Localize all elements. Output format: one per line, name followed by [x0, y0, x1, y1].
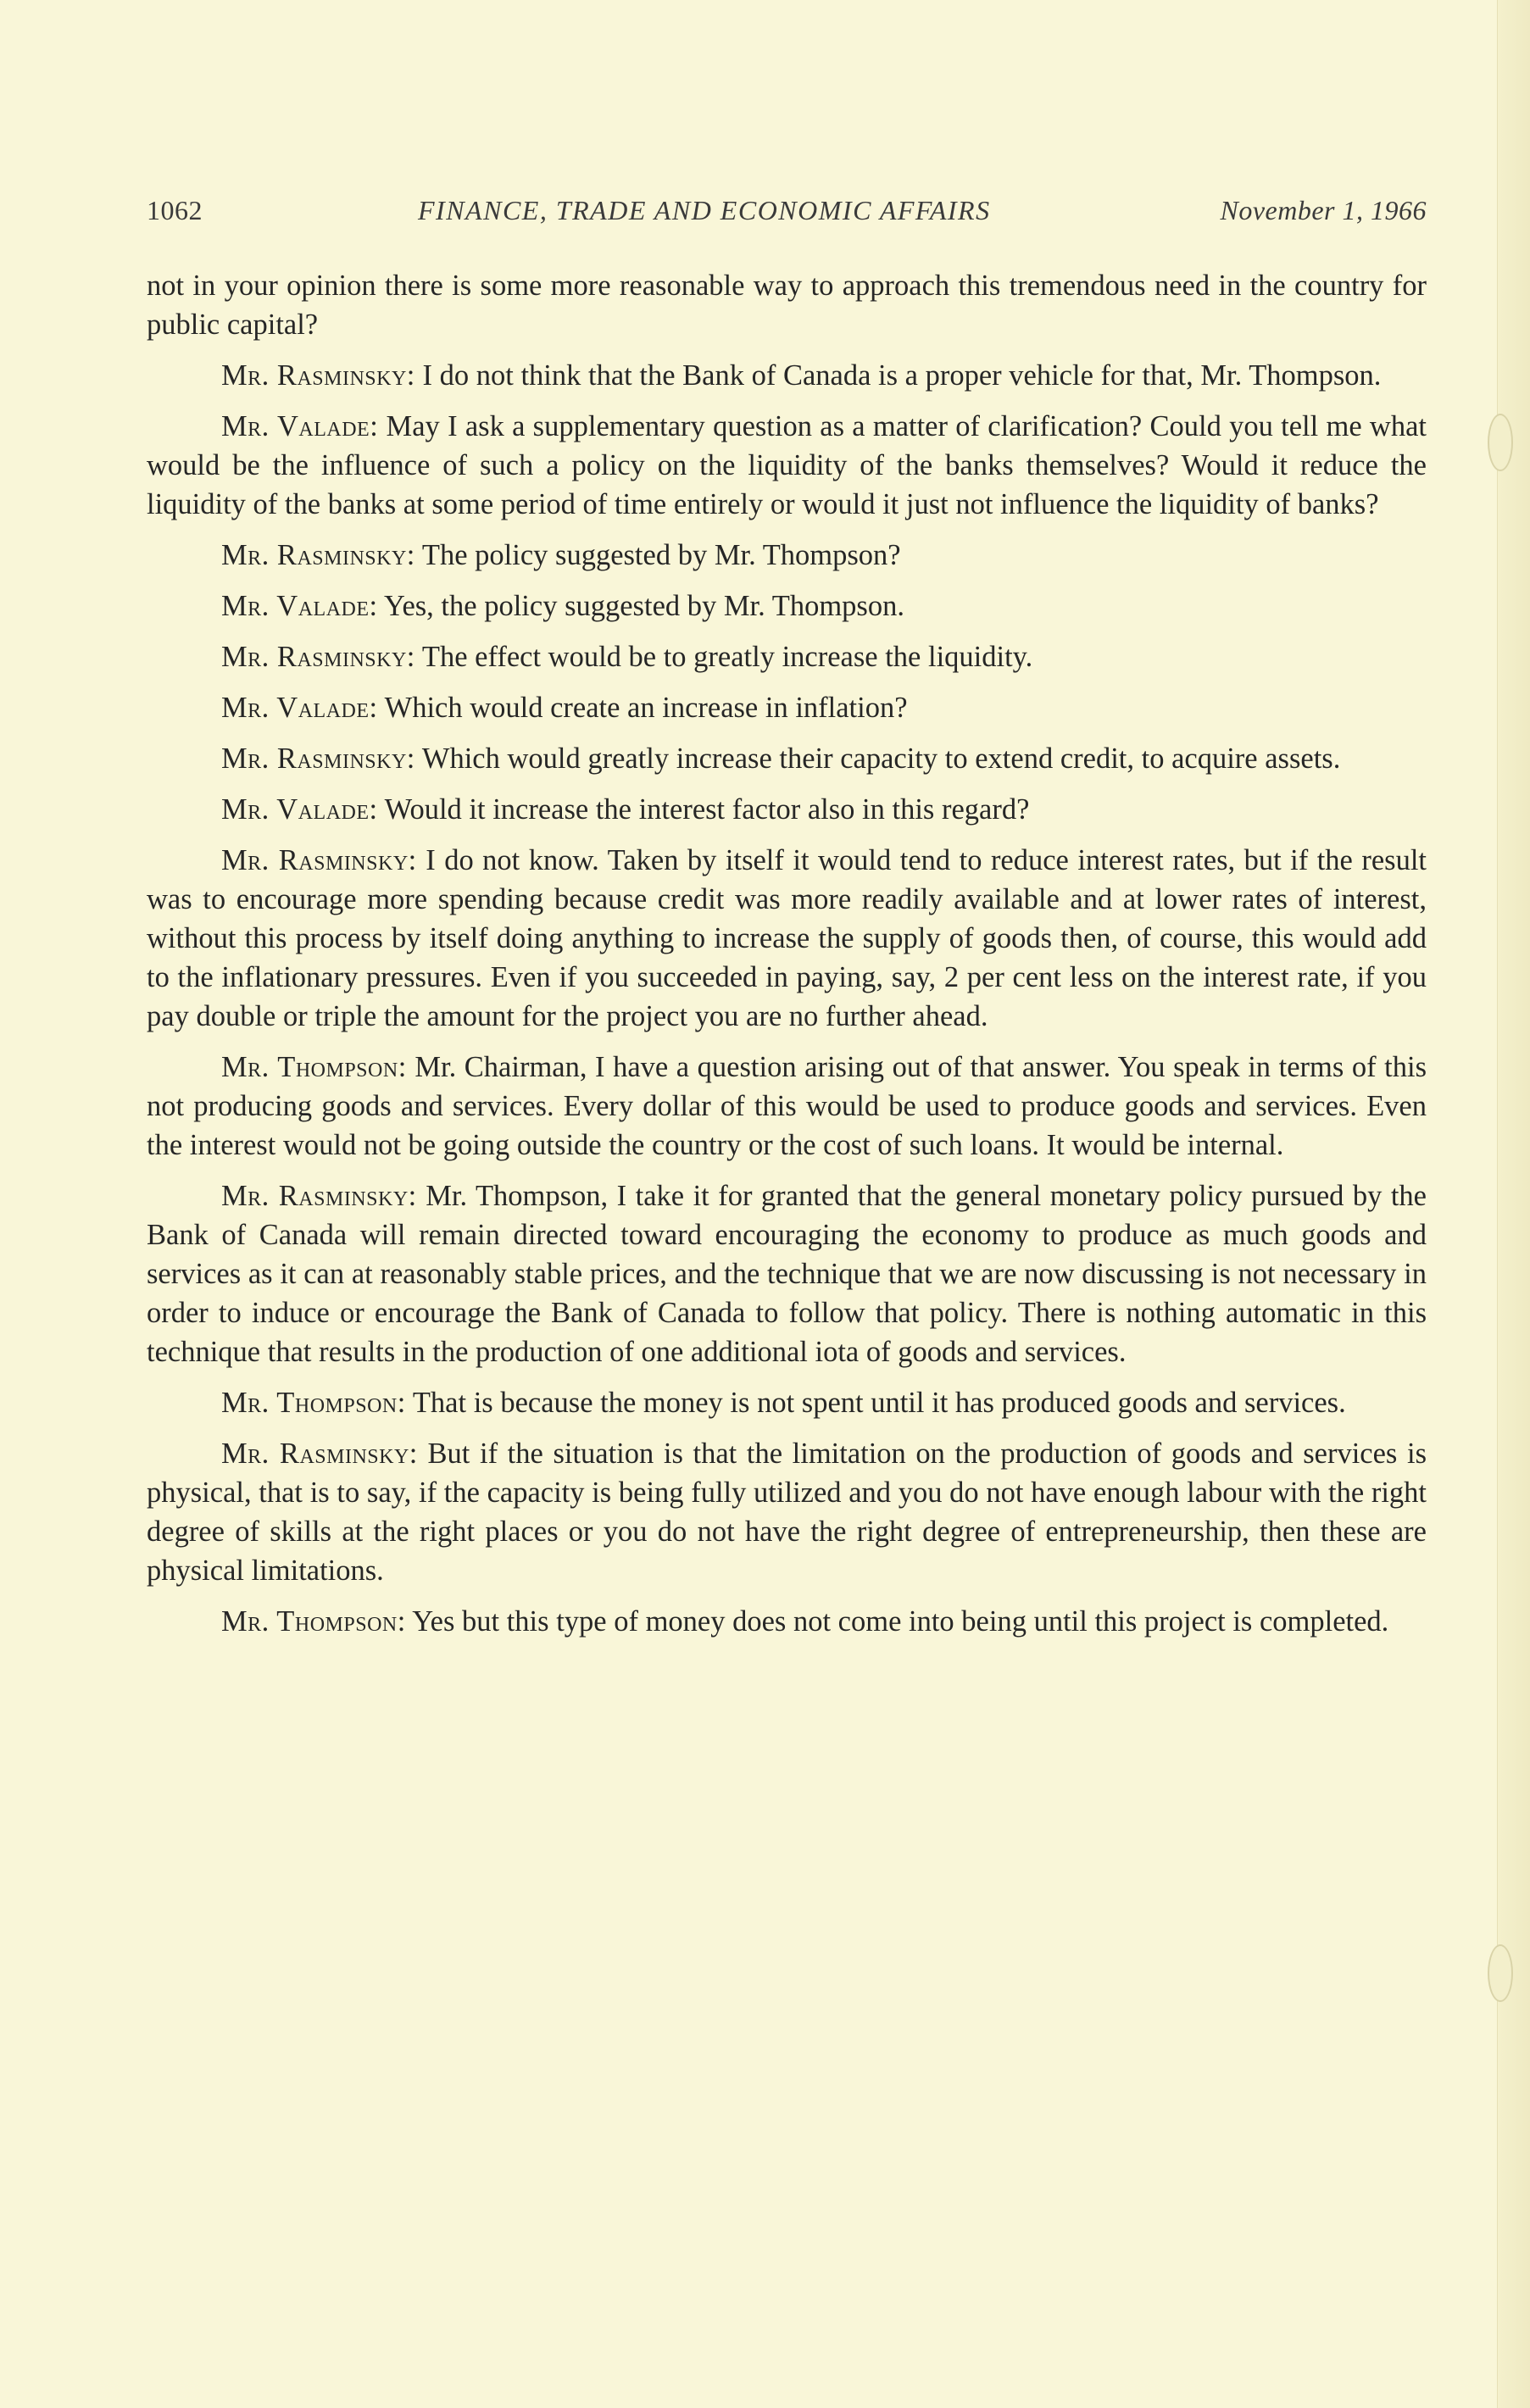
- paragraph-text: May I ask a supplementary question as a matter of clarification? Could you tell me what would be the influence of such a policy on the liquidity of the banks themselves? Would it reduce the liquidity of the banks at some period of time entirely or would it just not influence the liquidity of banks?: [147, 410, 1427, 520]
- paragraph: [147, 1434, 1427, 1590]
- speaker-name: Mr. Rasminsky:: [221, 1438, 418, 1470]
- paragraph-text: The effect would be to greatly increase the liquidity.: [414, 641, 1033, 673]
- paragraph: [147, 1048, 1427, 1165]
- paragraph: [147, 637, 1427, 676]
- speaker-name: Mr. Thompson:: [221, 1051, 407, 1083]
- paragraph-text: The policy suggested by Mr. Thompson?: [414, 539, 901, 571]
- paragraph: [147, 1383, 1427, 1422]
- running-header: [147, 195, 1427, 232]
- speaker-name: Mr. Valade:: [221, 692, 378, 724]
- speaker-name: Mr. Rasminsky:: [221, 641, 415, 673]
- speaker-name: Mr. Rasminsky:: [221, 539, 415, 571]
- speaker-name: Mr. Thompson:: [221, 1605, 406, 1638]
- paragraph: [147, 739, 1427, 778]
- running-date: November 1, 1966: [1220, 195, 1427, 225]
- paragraph-text: Yes but this type of money does not come into being until this project is completed.: [405, 1605, 1389, 1638]
- speaker-name: Mr. Thompson:: [221, 1387, 406, 1419]
- running-title: FINANCE, TRADE AND ECONOMIC AFFAIRS: [418, 195, 991, 225]
- paragraph-text: Would it increase the interest factor also in this regard?: [377, 793, 1030, 826]
- paragraph: [147, 356, 1427, 395]
- paragraph-text: I do not know. Taken by itself it would tend to reduce interest rates, but if the result was to encourage more spending because credit was more readily available and at lower rates of interest, without this process by itself doing anything to increase the supply of goods then, of course, this would add to the inflationary pressures. Even if you succeeded in paying, say, 2 per cent less on the interest rate, if you pay double or triple the amount for the project you are no further ahead.: [147, 844, 1427, 1032]
- paragraph-text: Which would greatly increase their capacity to extend credit, to acquire assets.: [414, 742, 1341, 775]
- paragraph: [147, 587, 1427, 626]
- paragraph-text: Which would create an increase in inflation?: [377, 692, 908, 724]
- paragraph: [147, 266, 1427, 344]
- paragraph: [147, 407, 1427, 524]
- speaker-name: Mr. Rasminsky:: [221, 742, 415, 775]
- paragraph-text: Yes, the policy suggested by Mr. Thompson.: [377, 590, 904, 622]
- paragraph-text: Mr. Thompson, I take it for granted that the general monetary policy pursued by the Bank of Canada will remain directed toward encouraging the economy to produce as much goods and services as it can at reasonably stable prices, and the technique that we are now discussing is not necessary in order to induce or encourage the Bank of Canada to follow that policy. There is nothing automatic in this technique that results in the production of one additional iota of goods and services.: [147, 1180, 1427, 1368]
- speaker-name: Mr. Rasminsky:: [221, 1180, 417, 1212]
- paragraph: [147, 536, 1427, 575]
- speaker-name: Mr. Valade:: [221, 410, 379, 442]
- paragraph-text: But if the situation is that the limitation on the production of goods and services is physical, that is to say, if the capacity is being fully utilized and you do not have enough labour with the right degree of skills at the right places or you do not have the right degree of entrepreneurship, then these are physical limitations.: [147, 1438, 1427, 1587]
- paragraph: [147, 688, 1427, 727]
- speaker-name: Mr. Rasminsky:: [221, 359, 415, 392]
- paragraph-text: not in your opinion there is some more reasonable way to approach this tremendous need in the country for public capital?: [147, 270, 1427, 341]
- page-number: 1062: [147, 195, 203, 225]
- paragraph-text: I do not think that the Bank of Canada is a proper vehicle for that, Mr. Thompson.: [414, 359, 1382, 392]
- transcript-body: [147, 266, 1427, 1653]
- paragraph: [147, 790, 1427, 829]
- speaker-name: Mr. Valade:: [221, 590, 378, 622]
- paragraph: [147, 841, 1427, 1036]
- paragraph: [147, 1176, 1427, 1371]
- paragraph-text: That is because the money is not spent until it has produced goods and services.: [405, 1387, 1346, 1419]
- page-edge: [1497, 0, 1530, 2408]
- speaker-name: Mr. Rasminsky:: [221, 844, 417, 876]
- paragraph: [147, 1602, 1427, 1641]
- margin-binding-mark: [1488, 1944, 1513, 2002]
- speaker-name: Mr. Valade:: [221, 793, 378, 826]
- margin-binding-mark: [1488, 414, 1513, 471]
- paragraph-text: Mr. Chairman, I have a question arising out of that answer. You speak in terms of this not producing goods and services. Every dollar of this would be used to produce goods and services. Even the interest would not be going outside the country or the cost of such loans. It would be internal.: [147, 1051, 1427, 1161]
